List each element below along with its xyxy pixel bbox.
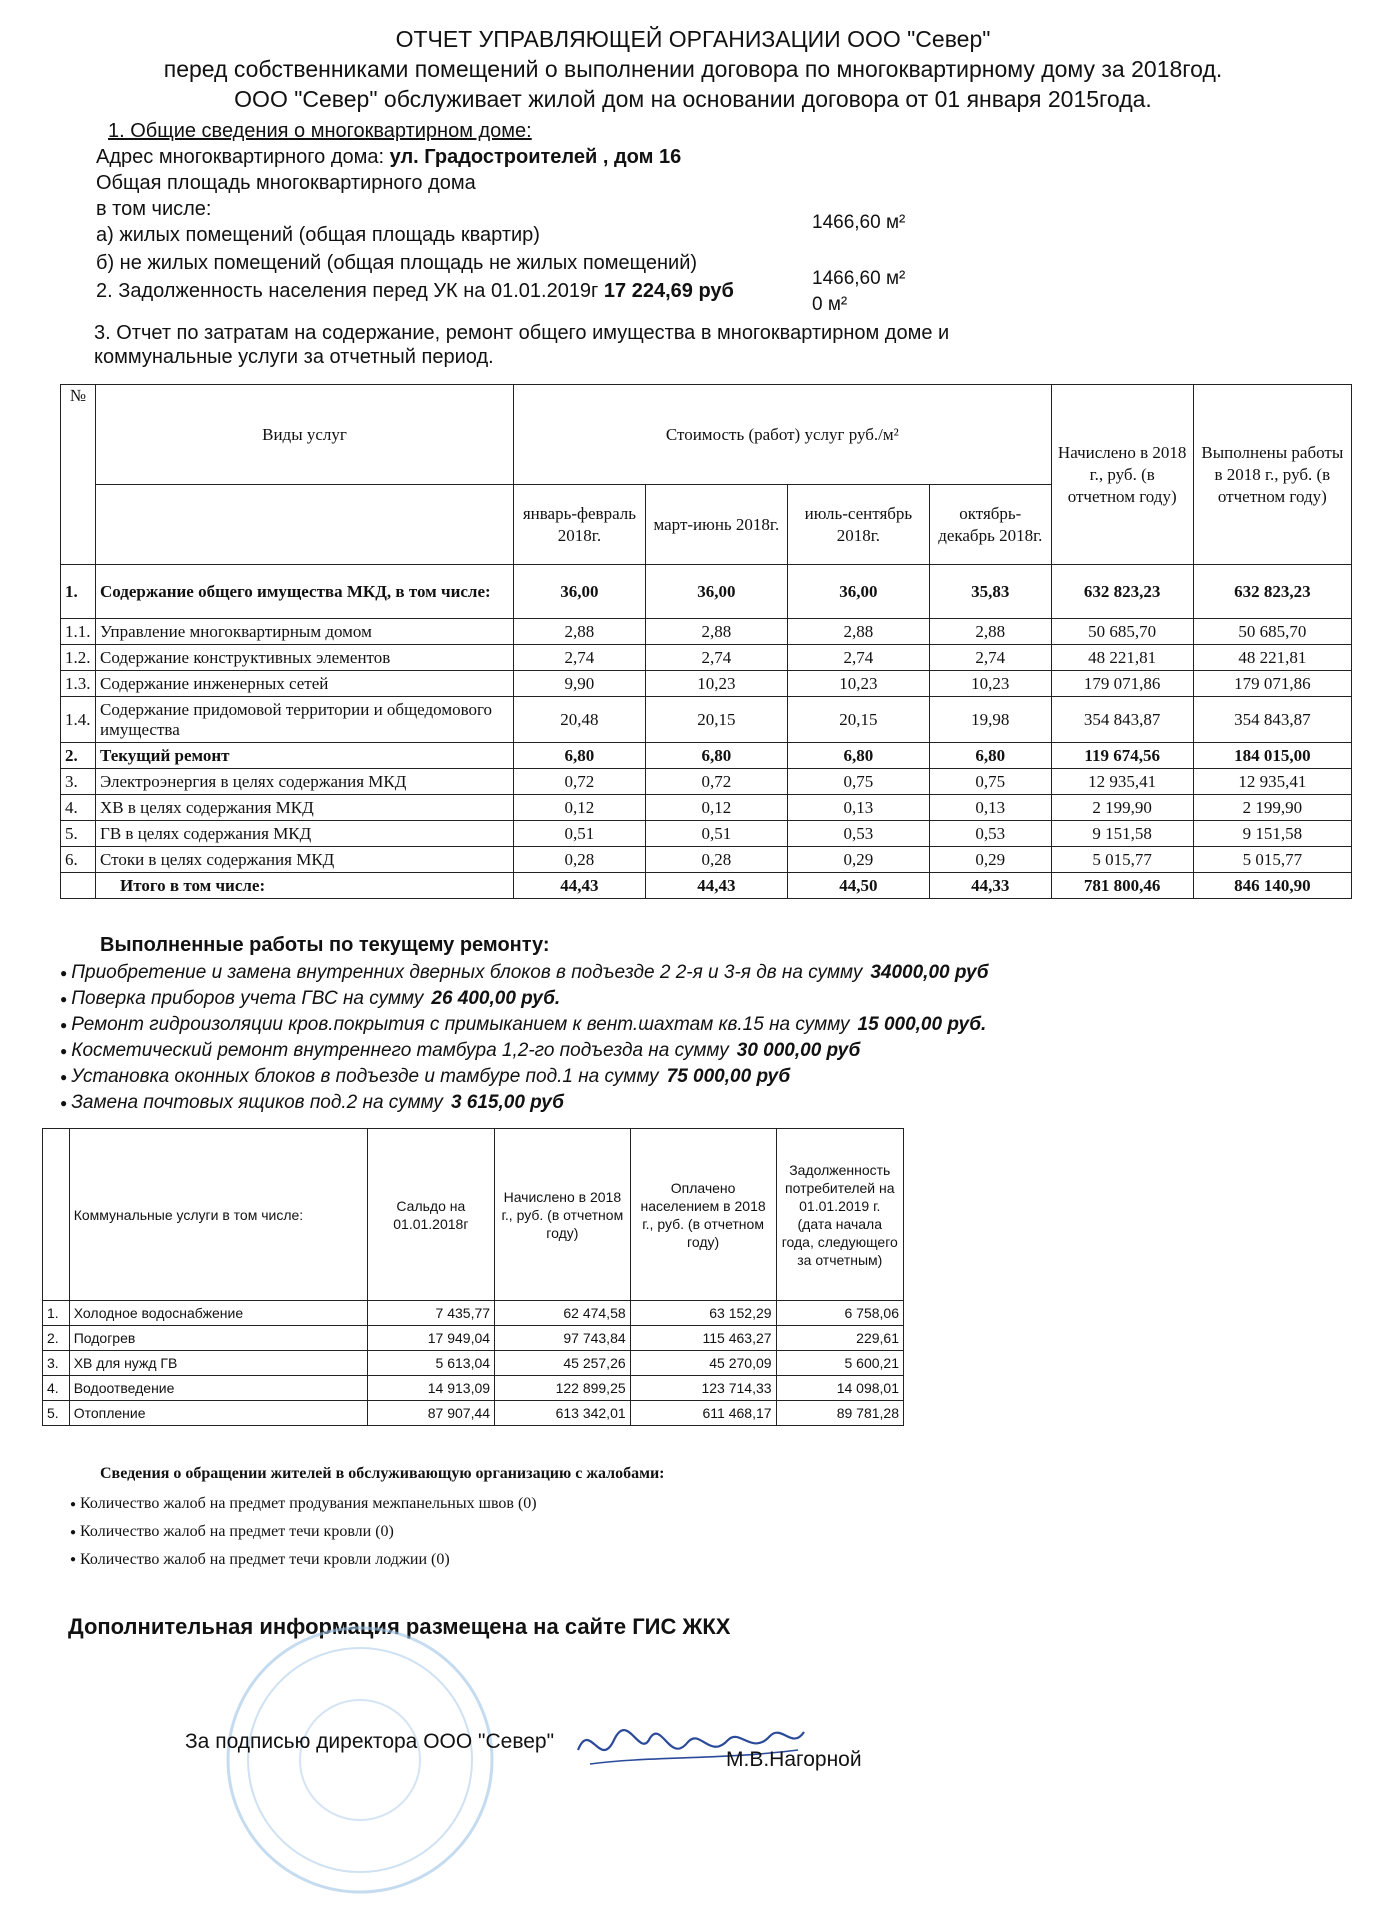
cell-service: ХВ в целях содержания МКД — [96, 795, 514, 821]
util-cell-debt: 6 758,06 — [776, 1301, 903, 1326]
table-row — [61, 697, 1352, 743]
col-accrued-header: Начислено в 2018 г., руб. (в отчетном году) — [1051, 385, 1193, 565]
util-cell-no: 1. — [43, 1301, 70, 1326]
util-debt-header: Задолженность потребителей на 01.01.2019 г. (дата начала года, следующего за отчетным) — [776, 1129, 903, 1301]
util-cell-service: Подогрев — [69, 1326, 367, 1351]
cell-accrued: 5 015,77 — [1051, 847, 1193, 873]
address-value: ул. Градостроителей , дом 16 — [389, 146, 682, 168]
contract-line: ООО "Север" обслуживает жилой дом на основании договора от 01 января 2015года. — [234, 86, 1152, 112]
table-row — [61, 873, 1352, 899]
table-row — [43, 1401, 904, 1426]
address-label: Адрес многоквартирного дома: — [96, 146, 385, 168]
util-cell-no: 4. — [43, 1376, 70, 1401]
services-rows — [61, 565, 1352, 899]
util-cell-service: Водоотведение — [69, 1376, 367, 1401]
cell-service: Содержание общего имущества МКД, в том числе: — [96, 565, 514, 619]
util-cell-saldo: 5 613,04 — [367, 1351, 494, 1376]
util-cell-no: 2. — [43, 1326, 70, 1351]
cell-done: 184 015,00 — [1193, 743, 1351, 769]
cell-p1: 6,80 — [513, 743, 645, 769]
repair-text: Поверка приборов учета ГВС на сумму — [71, 988, 424, 1010]
util-cell-service: ХВ для нужд ГВ — [69, 1351, 367, 1376]
cell-service: Содержание конструктивных элементов — [96, 645, 514, 671]
table-row — [61, 743, 1352, 769]
repair-item — [60, 1012, 989, 1038]
cell-p4: 0,53 — [929, 821, 1051, 847]
cell-service: Текущий ремонт — [96, 743, 514, 769]
cell-p3: 0,75 — [787, 769, 929, 795]
cell-p2: 36,00 — [645, 565, 787, 619]
cell-p4: 10,23 — [929, 671, 1051, 697]
cell-p2: 0,72 — [645, 769, 787, 795]
complaints-heading: Сведения о обращении жителей в обслуживающую организацию с жалобами: — [100, 1465, 665, 1482]
util-saldo-header: Сальдо на 01.01.2018г — [367, 1129, 494, 1301]
cell-service: Электроэнергия в целях содержания МКД — [96, 769, 514, 795]
util-cell-service: Холодное водоснабжение — [69, 1301, 367, 1326]
cell-p3: 20,15 — [787, 697, 929, 743]
cell-no: 3. — [61, 769, 96, 795]
repair-item — [60, 960, 989, 986]
cell-no: 1.3. — [61, 671, 96, 697]
complaint-item: ● Количество жалоб на предмет течи кровли (0) — [70, 1518, 537, 1546]
utilities-table — [42, 1128, 904, 1426]
util-paid-header: Оплачено населением в 2018 г., руб. (в отчетном году) — [630, 1129, 776, 1301]
cell-p1: 0,51 — [513, 821, 645, 847]
col-p3-header: июль-сентябрь 2018г. — [787, 485, 929, 565]
cell-done: 2 199,90 — [1193, 795, 1351, 821]
report-heading-2: коммунальные услуги за отчетный период. — [94, 346, 494, 368]
cell-p2: 0,51 — [645, 821, 787, 847]
cell-accrued: 50 685,70 — [1051, 619, 1193, 645]
cell-done: 50 685,70 — [1193, 619, 1351, 645]
util-cell-saldo: 87 907,44 — [367, 1401, 494, 1426]
col-p4-header: октябрь-декабрь 2018г. — [929, 485, 1051, 565]
util-cell-paid: 611 468,17 — [630, 1401, 776, 1426]
cell-accrued: 354 843,87 — [1051, 697, 1193, 743]
table-row — [61, 565, 1352, 619]
util-cell-service: Отопление — [69, 1401, 367, 1426]
repair-amount: 75 000,00 руб — [666, 1066, 791, 1088]
repairs-heading: Выполненные работы по текущему ремонту: — [100, 934, 550, 956]
cell-p2: 0,28 — [645, 847, 787, 873]
nonres-label: б) не жилых помещений (общая площадь не жилых помещений) — [96, 252, 698, 274]
cell-p2: 6,80 — [645, 743, 787, 769]
cell-p1: 9,90 — [513, 671, 645, 697]
util-no-header — [43, 1129, 70, 1301]
cell-no: 1. — [61, 565, 96, 619]
util-cell-paid: 45 270,09 — [630, 1351, 776, 1376]
util-service-header: Коммунальные услуги в том числе: — [69, 1129, 367, 1301]
cell-service: Управление многоквартирным домом — [96, 619, 514, 645]
table-row — [61, 671, 1352, 697]
table-row — [61, 645, 1352, 671]
repair-amount: 34000,00 руб — [870, 962, 989, 984]
cell-no: 1.2. — [61, 645, 96, 671]
cell-accrued: 119 674,56 — [1051, 743, 1193, 769]
repair-item — [60, 1090, 989, 1116]
util-cell-accrued: 45 257,26 — [495, 1351, 631, 1376]
col-p2-header: март-июнь 2018г. — [645, 485, 787, 565]
cell-service: Содержание инженерных сетей — [96, 671, 514, 697]
report-title: ОТЧЕТ УПРАВЛЯЮЩЕЙ ОРГАНИЗАЦИИ ООО "Север" — [395, 26, 991, 52]
repair-amount: 26 400,00 руб. — [431, 988, 561, 1010]
address-line — [96, 146, 681, 169]
cell-service: ГВ в целях содержания МКД — [96, 821, 514, 847]
cell-p3: 44,50 — [787, 873, 929, 899]
cell-done: 9 151,58 — [1193, 821, 1351, 847]
cell-accrued: 12 935,41 — [1051, 769, 1193, 795]
stamp-icon — [220, 1620, 500, 1900]
incl-label: в том числе: — [96, 198, 212, 220]
cell-accrued: 781 800,46 — [1051, 873, 1193, 899]
cell-p3: 10,23 — [787, 671, 929, 697]
util-cell-saldo: 14 913,09 — [367, 1376, 494, 1401]
cell-p4: 0,29 — [929, 847, 1051, 873]
cell-p1: 0,28 — [513, 847, 645, 873]
table-row — [43, 1301, 904, 1326]
complaint-item: ● Количество жалоб на предмет продувания межпанельных швов (0) — [70, 1490, 537, 1518]
table-row — [61, 769, 1352, 795]
cell-p4: 19,98 — [929, 697, 1051, 743]
repair-text: Установка оконных блоков в подъезде и тамбуре под.1 на сумму — [71, 1066, 659, 1088]
cell-p4: 0,75 — [929, 769, 1051, 795]
util-cell-debt: 14 098,01 — [776, 1376, 903, 1401]
general-heading: 1. Общие сведения о многоквартирном доме: — [108, 120, 532, 142]
util-cell-accrued: 97 743,84 — [495, 1326, 631, 1351]
complaint-item: ● Количество жалоб на предмет течи кровли лоджии (0) — [70, 1546, 537, 1574]
cell-p1: 2,88 — [513, 619, 645, 645]
col-service-subheader — [96, 485, 514, 565]
table-row — [43, 1376, 904, 1401]
cell-no: 4. — [61, 795, 96, 821]
table-row — [43, 1326, 904, 1351]
cell-accrued: 632 823,23 — [1051, 565, 1193, 619]
col-done-header: Выполнены работы в 2018 г., руб. (в отчетном году) — [1193, 385, 1351, 565]
cell-service: Содержание придомовой территории и общедомового имущества — [96, 697, 514, 743]
cell-done: 846 140,90 — [1193, 873, 1351, 899]
util-cell-debt: 5 600,21 — [776, 1351, 903, 1376]
util-cell-accrued: 62 474,58 — [495, 1301, 631, 1326]
col-cost-header: Стоимость (работ) услуг руб./м² — [513, 385, 1051, 485]
additional-info: Дополнительная информация размещена на сайте ГИС ЖКХ — [68, 1614, 731, 1639]
cell-p2: 44,43 — [645, 873, 787, 899]
repair-text: Приобретение и замена внутренних дверных блоков в подъезде 2 2-я и 3-я дв на сумму — [71, 962, 863, 984]
col-service-header: Виды услуг — [96, 385, 514, 485]
cell-p2: 0,12 — [645, 795, 787, 821]
cell-p2: 10,23 — [645, 671, 787, 697]
cell-p1: 44,43 — [513, 873, 645, 899]
cell-done: 354 843,87 — [1193, 697, 1351, 743]
table-row — [61, 795, 1352, 821]
residential-label: а) жилых помещений (общая площадь квартир) — [96, 224, 540, 246]
cell-no — [61, 873, 96, 899]
cell-done: 179 071,86 — [1193, 671, 1351, 697]
cell-done: 48 221,81 — [1193, 645, 1351, 671]
cell-p1: 20,48 — [513, 697, 645, 743]
util-cell-paid: 63 152,29 — [630, 1301, 776, 1326]
cell-accrued: 48 221,81 — [1051, 645, 1193, 671]
cell-no: 2. — [61, 743, 96, 769]
report-heading-1: 3. Отчет по затратам на содержание, ремонт общего имущества в многоквартирном доме и — [94, 322, 950, 344]
cell-p2: 2,88 — [645, 619, 787, 645]
cell-done: 632 823,23 — [1193, 565, 1351, 619]
cell-p3: 36,00 — [787, 565, 929, 619]
repair-amount: 30 000,00 руб — [736, 1040, 861, 1062]
repair-item — [60, 1038, 989, 1064]
util-cell-no: 3. — [43, 1351, 70, 1376]
util-accrued-header: Начислено в 2018 г., руб. (в отчетном году) — [495, 1129, 631, 1301]
cell-no: 1.1. — [61, 619, 96, 645]
cell-p3: 2,88 — [787, 619, 929, 645]
repair-amount: 15 000,00 руб. — [857, 1014, 987, 1036]
cell-p3: 0,53 — [787, 821, 929, 847]
cell-p4: 2,88 — [929, 619, 1051, 645]
table-row — [61, 619, 1352, 645]
area-label: Общая площадь многоквартирного дома — [96, 172, 476, 194]
debt-label: 2. Задолженность населения перед УК на 01.01.2019г — [96, 280, 599, 302]
cell-no: 5. — [61, 821, 96, 847]
util-cell-no: 5. — [43, 1401, 70, 1426]
cell-p1: 36,00 — [513, 565, 645, 619]
complaints-list — [70, 1490, 537, 1573]
repair-amount: 3 615,00 руб — [450, 1092, 564, 1114]
table-row — [61, 847, 1352, 873]
cell-p4: 44,33 — [929, 873, 1051, 899]
debt-line — [96, 280, 734, 303]
util-cell-saldo: 7 435,77 — [367, 1301, 494, 1326]
nonres-value: 0 м² — [812, 294, 848, 315]
cell-p3: 6,80 — [787, 743, 929, 769]
cell-no: 6. — [61, 847, 96, 873]
util-cell-saldo: 17 949,04 — [367, 1326, 494, 1351]
services-table — [60, 384, 1352, 899]
util-cell-paid: 123 714,33 — [630, 1376, 776, 1401]
debt-value: 17 224,69 руб — [603, 280, 734, 302]
util-cell-accrued: 122 899,25 — [495, 1376, 631, 1401]
cell-p4: 0,13 — [929, 795, 1051, 821]
table-row — [61, 821, 1352, 847]
report-subtitle: перед собственниками помещений о выполнении договора по многоквартирному дому за 2018год. — [163, 56, 1223, 82]
cell-p2: 20,15 — [645, 697, 787, 743]
cell-done: 12 935,41 — [1193, 769, 1351, 795]
cell-accrued: 9 151,58 — [1051, 821, 1193, 847]
cell-p2: 2,74 — [645, 645, 787, 671]
col-no-header: № — [61, 385, 96, 565]
cell-accrued: 2 199,90 — [1051, 795, 1193, 821]
residential-value: 1466,60 м² — [812, 268, 906, 289]
cell-p1: 0,72 — [513, 769, 645, 795]
repair-item — [60, 986, 989, 1012]
col-p1-header: январь-февраль 2018г. — [513, 485, 645, 565]
cell-done: 5 015,77 — [1193, 847, 1351, 873]
cell-p4: 6,80 — [929, 743, 1051, 769]
cell-p1: 2,74 — [513, 645, 645, 671]
cell-p3: 2,74 — [787, 645, 929, 671]
cell-accrued: 179 071,86 — [1051, 671, 1193, 697]
cell-p4: 35,83 — [929, 565, 1051, 619]
util-cell-paid: 115 463,27 — [630, 1326, 776, 1351]
table-row — [43, 1351, 904, 1376]
repair-item — [60, 1064, 989, 1090]
area-value: 1466,60 м² — [812, 212, 906, 233]
util-cell-debt: 89 781,28 — [776, 1401, 903, 1426]
cell-p1: 0,12 — [513, 795, 645, 821]
repair-text: Ремонт гидроизоляции кров.покрытия с примыканием к вент.шахтам кв.15 на сумму — [71, 1014, 850, 1036]
utilities-rows — [43, 1301, 904, 1426]
cell-p4: 2,74 — [929, 645, 1051, 671]
cell-service: Стоки в целях содержания МКД — [96, 847, 514, 873]
cell-service: Итого в том числе: — [96, 873, 514, 899]
cell-p3: 0,29 — [787, 847, 929, 873]
cell-no: 1.4. — [61, 697, 96, 743]
repair-text: Замена почтовых ящиков под.2 на сумму — [71, 1092, 443, 1114]
signature-name: М.В.Нагорной — [726, 1748, 862, 1771]
util-cell-accrued: 613 342,01 — [495, 1401, 631, 1426]
cell-p3: 0,13 — [787, 795, 929, 821]
util-cell-debt: 229,61 — [776, 1326, 903, 1351]
repair-text: Косметический ремонт внутреннего тамбура 1,2-го подъезда на сумму — [71, 1040, 729, 1062]
repairs-list — [60, 960, 989, 1116]
signature-label: За подписью директора ООО "Север" — [185, 1730, 555, 1753]
